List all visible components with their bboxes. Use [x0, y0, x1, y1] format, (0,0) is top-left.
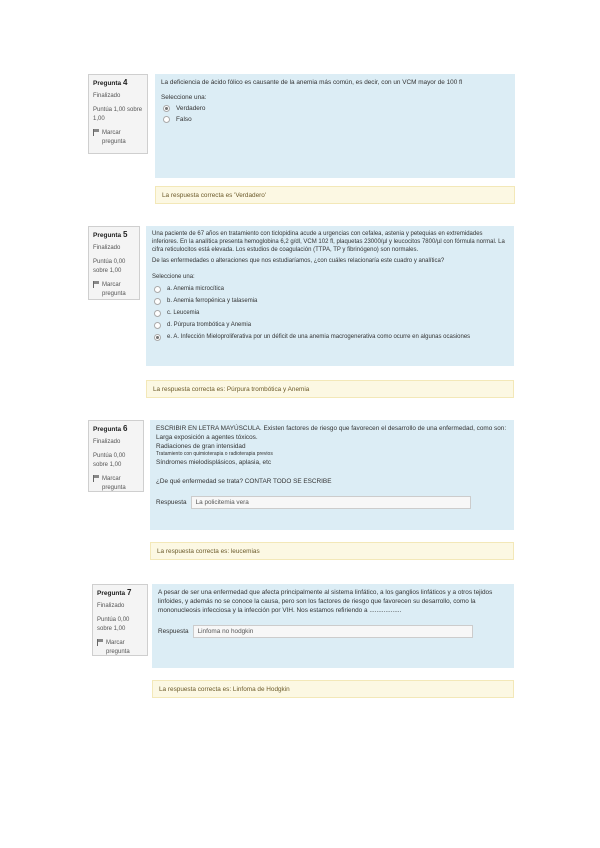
radio-button[interactable]	[154, 298, 161, 305]
option-label: e. A. Infección Mieloproliferativa por un déficit de una anemia macrogenerativa como ocurre en algunas ocasiones	[167, 334, 471, 340]
flag-question-link[interactable]	[93, 129, 143, 147]
question-mark: Puntúa 0,00 sobre 1,00	[97, 617, 130, 632]
question-text: ESCRIBIR EN LETRA MAYÚSCULA. Existen factores de riesgo que favorecen el desarrollo de una enfermedad, como son:	[156, 425, 507, 432]
flag-icon	[93, 475, 100, 482]
answer-option[interactable]	[154, 297, 508, 305]
feedback-box: La respuesta correcta es 'Verdadero'	[155, 186, 515, 204]
option-label: c. Leucemia	[167, 310, 200, 316]
question-info	[88, 420, 144, 492]
flag-icon	[93, 281, 100, 288]
feedback-box: La respuesta correcta es: Púrpura trombótica y Anemia	[146, 380, 514, 398]
flag-label: Marcar pregunta	[102, 476, 126, 491]
question-info	[88, 74, 148, 154]
question-number: Pregunta 6	[93, 424, 128, 433]
question-info	[92, 584, 148, 656]
answer-option[interactable]	[154, 309, 508, 317]
answer-row	[156, 496, 508, 509]
flag-icon	[93, 129, 100, 136]
radio-button[interactable]	[163, 105, 170, 112]
answer-option[interactable]	[154, 285, 508, 293]
answer-option[interactable]	[154, 321, 508, 329]
radio-button[interactable]	[154, 334, 161, 341]
flag-question-link[interactable]	[93, 475, 139, 493]
flag-question-link[interactable]	[97, 639, 143, 657]
option-label: Falso	[176, 116, 192, 123]
question-state: Finalizado	[93, 245, 121, 251]
question-text: Tratamiento con quimioterapia o radioterapia previos	[156, 451, 273, 457]
question-text: La deficiencia de ácido fólico es causante de la anemia más común, es decir, con un VCM mayor de 100 fl	[161, 79, 463, 86]
question-text: Radiaciones de gran intensidad	[156, 443, 246, 450]
radio-button[interactable]	[154, 322, 161, 329]
option-label: d. Púrpura trombótica y Anemia	[167, 322, 252, 328]
radio-button[interactable]	[163, 116, 170, 123]
question-text: Una paciente de 67 años en tratamiento con ticlopidina acude a urgencias con cefalea, astenia y petequias en extremidades inferiores. En la analítica presenta hemoglobina 6,2 g/dl, VCM 102 fl, plaquetas 23000/µl y leucocitos 7800/µl con fórmula normal. La cifra reticulocitos está elevada. Los estudios de coagulación (TTPA, TP y fibrinógeno) son normales.	[152, 231, 505, 253]
flag-label: Marcar pregunta	[106, 640, 130, 655]
option-label: a. Anemia microcítica	[167, 286, 225, 292]
flag-question-link[interactable]	[93, 281, 135, 299]
question-number: Pregunta 7	[97, 588, 132, 597]
question-mark: Puntúa 0,00 sobre 1,00	[93, 453, 126, 468]
answer-label: Respuesta	[156, 499, 187, 506]
feedback-box: La respuesta correcta es: Linfoma de Hodgkin	[152, 680, 514, 698]
feedback-box: La respuesta correcta es: leucemias	[150, 542, 514, 560]
question-number: Pregunta 5	[93, 230, 128, 239]
question-state: Finalizado	[93, 93, 121, 99]
question-mark: Puntúa 1,00 sobre 1,00	[93, 107, 143, 122]
question-prompt: De las enfermedades o alteraciones que nos estudiaríamos, ¿con cuáles relacionaría este cuadro y analítica?	[152, 258, 445, 264]
question-mark: Puntúa 0,00 sobre 1,00	[93, 259, 126, 274]
question-content	[146, 226, 514, 366]
question-text: Síndromes mielodisplásicos, aplasia, etc	[156, 459, 272, 466]
flag-icon	[97, 639, 104, 646]
question-text: A pesar de ser una enfermedad que afecta principalmente al sistema linfático, a los ganglios linfáticos y a otros tejidos linfoides, y además no se conoce la causa, pero son los factores de riesgo que favorecen su desarrollo, como la mononucleosis infecciosa y la infección por VIH. Nos estamos refiriendo a ..................	[158, 589, 493, 614]
answer-option[interactable]	[163, 115, 509, 124]
question-number: Pregunta 4	[93, 78, 128, 87]
answer-label: Respuesta	[158, 628, 189, 635]
question-state: Finalizado	[97, 603, 125, 609]
question-content	[155, 74, 515, 178]
answer-input[interactable]: La policitemia vera	[191, 496, 471, 509]
answer-option[interactable]	[154, 333, 508, 341]
radio-button[interactable]	[154, 310, 161, 317]
flag-label: Marcar pregunta	[102, 130, 126, 145]
question-text: Larga exposición a agentes tóxicos.	[156, 434, 258, 441]
flag-label: Marcar pregunta	[102, 282, 126, 297]
radio-button[interactable]	[154, 286, 161, 293]
question-info	[88, 226, 140, 300]
question-state: Finalizado	[93, 439, 121, 445]
answer-row	[158, 625, 508, 638]
option-label: b. Anemia ferropénica y talasemia	[167, 298, 258, 304]
option-label: Verdadero	[176, 105, 206, 112]
answer-input[interactable]: Linfoma no hodgkin	[193, 625, 473, 638]
question-content	[152, 584, 514, 668]
answer-option[interactable]	[163, 104, 509, 113]
question-content	[150, 420, 514, 530]
select-label: Seleccione una:	[152, 274, 195, 280]
question-prompt: ¿De qué enfermedad se trata? CONTAR TODO SE ESCRIBE	[156, 478, 332, 485]
select-label: Seleccione una:	[161, 94, 207, 101]
